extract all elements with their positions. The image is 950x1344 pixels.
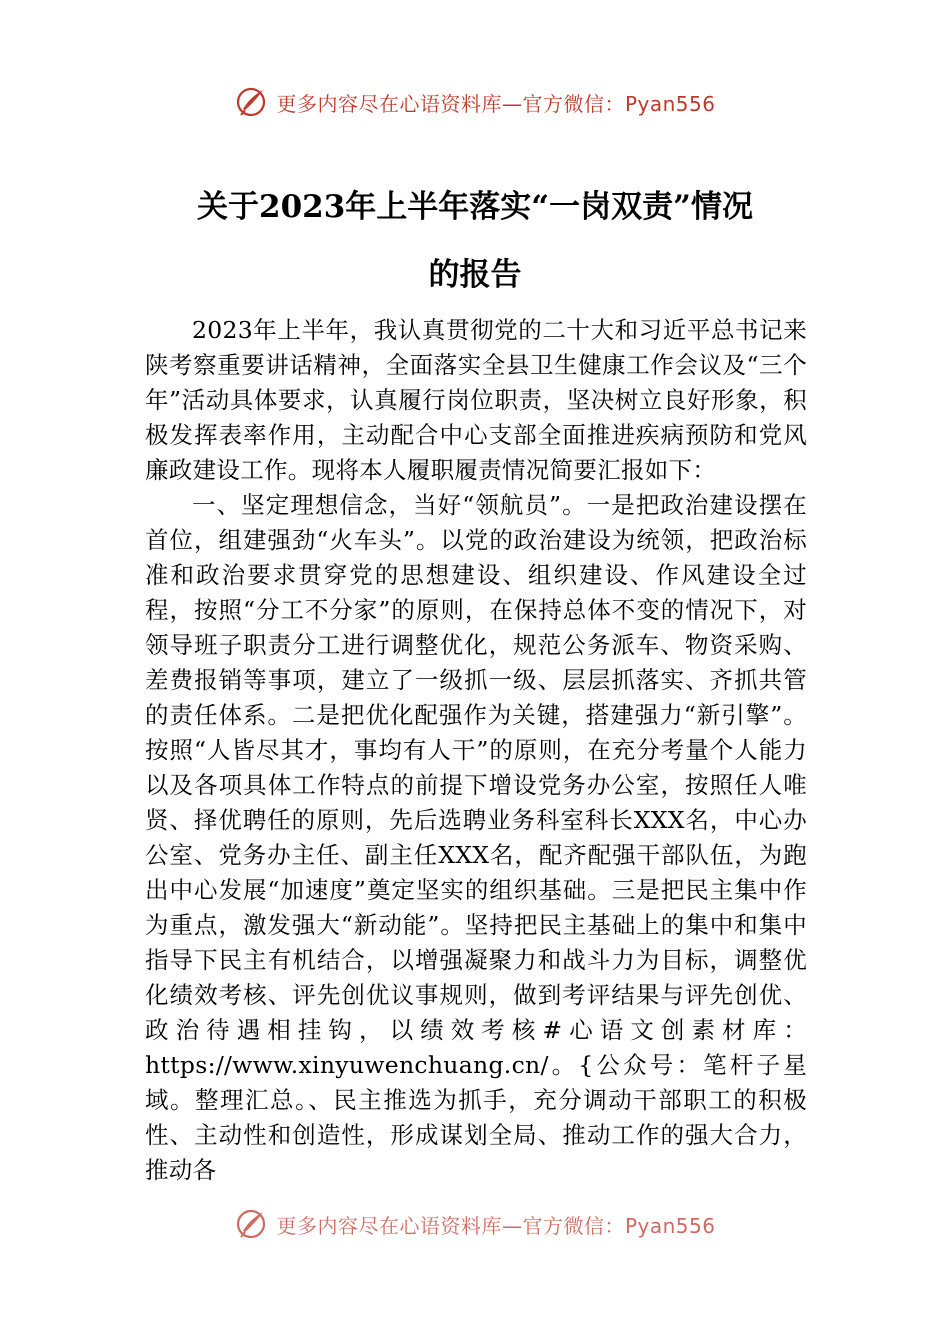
watermark-footer [0, 1204, 950, 1244]
document-title-line-2: 的报告 [428, 257, 522, 293]
watermark-header [0, 82, 950, 122]
document-title-line-1: 关于2023年上半年落实“一岗双责”情况 [197, 189, 753, 225]
watermark-text: 更多内容尽在心语资料库—官方微信：Pyan556 [276, 1213, 716, 1238]
document-body [145, 313, 807, 1188]
paragraph-intro: 2023年上半年，我认真贯彻党的二十大和习近平总书记来陕考察重要讲话精神，全面落实全县卫生健康工作会议及“三个年”活动具体要求，认真履行岗位职责，坚决树立良好形象，积极发挥表率作用，主动配合中心支部全面推进疾病预防和党风廉政建设工作。现将本人履职履责情况简要汇报如下： [145, 316, 807, 484]
watermark-text: 更多内容尽在心语资料库—官方微信：Pyan556 [276, 91, 716, 116]
paragraph-section-1: 一、坚定理想信念，当好“领航员”。一是把政治建设摆在首位，组建强劲“火车头”。以党的政治建设为统领，把政治标准和政治要求贯穿党的思想建设、组织建设、作风建设全过程，按照“分工不分家”的原则，在保持总体不变的情况下，对领导班子职责分工进行调整优化，规范公务派车、物资采购、差费报销等事项，建立了一级抓一级、层层抓落实、齐抓共管的责任体系。二是把优化配强作为关键，搭建强力“新引擎”。按照“人皆尽其才，事均有人干”的原则，在充分考量个人能力以及各项具体工作特点的前提下增设党务办公室，按照任人唯贤、择优聘任的原则，先后选聘业务科室科长XXX名，中心办公室、党务办主任、副主任XXX名，配齐配强干部队伍，为跑出中心发展“加速度”奠定坚实的组织基础。三是把民主集中作为重点，激发强大“新动能”。坚持把民主基础上的集中和集中指导下民主有机结合，以增强凝聚力和战斗力为目标，调整优化绩效考核、评先创优议事规则，做到考评结果与评先创优、政治待遇相挂钩，以绩效考核#心语文创素材库：https://www.xinyuwenchuang.cn/。{公众号：笔杆子星域。整理汇总。、民主推选为抓手，充分调动干部职工的积极性、主动性和创造性，形成谋划全局、推动工作的强大合力，推动各 [145, 491, 807, 1184]
quill-seal-icon [234, 1207, 268, 1241]
quill-seal-icon [234, 85, 268, 119]
